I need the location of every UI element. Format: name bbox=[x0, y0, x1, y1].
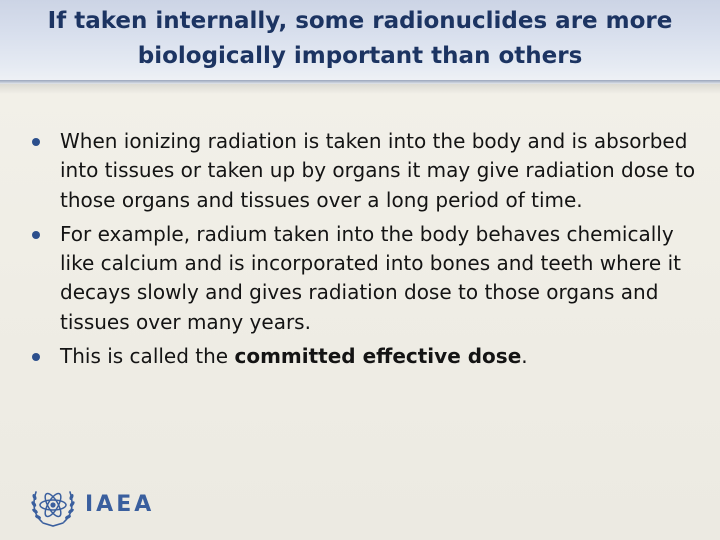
slide-title-line-1: If taken internally, some radionuclides are more bbox=[47, 8, 673, 34]
bullet-dot-icon bbox=[32, 138, 40, 146]
bullet-text: For example, radium taken into the body behaves chemically like calcium and is incorporated into bones and teeth where it decays slowly and gives radiation dose to those organs and tissues over many years. bbox=[60, 221, 681, 334]
bullet-item-2 bbox=[32, 220, 702, 337]
bullet-text-prefix: This is called the bbox=[60, 344, 235, 369]
bullet-text: When ionizing radiation is taken into the body and is absorbed into tissues or taken up by organs it may give radiation dose to those organs and tissues over a long period of time. bbox=[60, 129, 696, 212]
bullet-dot-icon bbox=[32, 231, 40, 239]
bullet-text-suffix: . bbox=[521, 344, 528, 369]
bullet-item-3 bbox=[32, 342, 702, 371]
title-shadow bbox=[0, 84, 720, 94]
slide-title-line-2: biologically important than others bbox=[137, 43, 583, 69]
iaea-logo-text: IAEA bbox=[85, 492, 155, 517]
bullet-item-1 bbox=[32, 127, 702, 215]
bullet-dot-icon bbox=[32, 353, 40, 361]
iaea-logo bbox=[28, 482, 178, 528]
slide-title bbox=[20, 4, 700, 74]
iaea-atom-olive-emblem-icon bbox=[28, 482, 78, 528]
bullet-list bbox=[32, 127, 702, 376]
committed-effective-dose-term: committed effective dose bbox=[234, 344, 522, 369]
